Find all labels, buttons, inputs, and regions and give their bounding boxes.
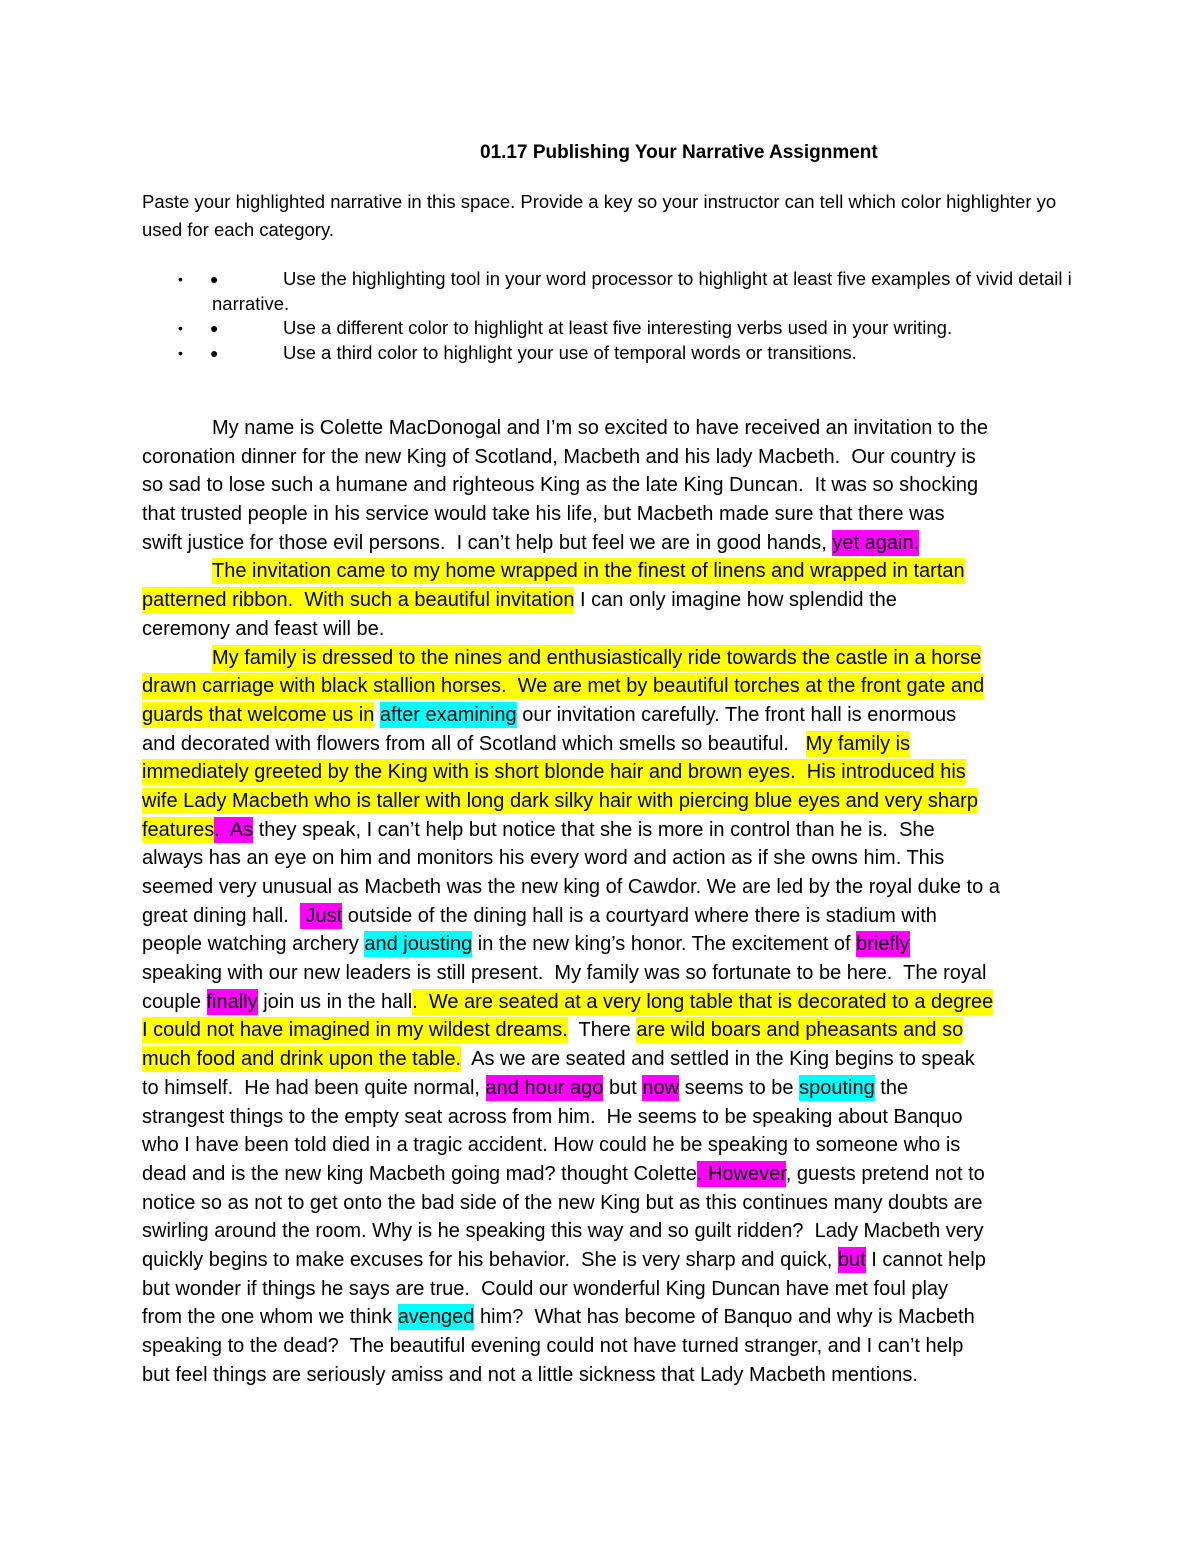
narrative-line bbox=[142, 644, 1142, 673]
narrative-text: ceremony and feast will be. bbox=[142, 617, 385, 640]
bullet-text: Use a third color to highlight your use of temporal words or transitions. bbox=[283, 342, 857, 364]
bullet-text: Use a different color to highlight at least five interesting verbs used in your writing. bbox=[283, 317, 953, 339]
highlight-cyan: and jousting bbox=[364, 933, 473, 956]
highlight-yellow: features bbox=[142, 818, 215, 841]
narrative-text: coronation dinner for the new King of Scotland, Macbeth and his lady Macbeth. Our country is bbox=[142, 445, 976, 468]
narrative-text: in the new king’s honor. The excitement of bbox=[472, 933, 857, 956]
highlight-yellow: much food and drink upon the table. bbox=[142, 1048, 462, 1071]
narrative-line bbox=[142, 844, 1142, 873]
narrative-text: that trusted people in his service would take his life, but Macbeth made sure that there was bbox=[142, 503, 945, 526]
highlight-magenta: now bbox=[642, 1076, 680, 1099]
narrative-text: I can only imagine how splendid the bbox=[574, 589, 897, 612]
highlight-yellow: are wild boars and pheasants and so bbox=[636, 1019, 964, 1042]
narrative-text: but feel things are seriously amiss and not a little sickness that Lady Macbeth mentions. bbox=[142, 1363, 918, 1386]
narrative-text: so sad to lose such a humane and righteous King as the late King Duncan. It was so shocking bbox=[142, 474, 979, 497]
narrative-line bbox=[142, 1303, 1142, 1332]
narrative-line bbox=[142, 1361, 1142, 1390]
narrative-line bbox=[142, 1016, 1142, 1045]
narrative-line bbox=[142, 902, 1142, 931]
narrative-paragraph bbox=[142, 557, 1142, 643]
highlight-yellow: The invitation came to my home wrapped in the finest of linens and wrapped in tartan bbox=[212, 560, 965, 583]
narrative-line bbox=[142, 1045, 1142, 1074]
instructions-line: used for each category. bbox=[142, 219, 334, 240]
narrative-text: but wonder if things he says are true. Could our wonderful King Duncan have met foul play bbox=[142, 1277, 949, 1300]
narrative-line bbox=[142, 1103, 1142, 1132]
instructions-line: Paste your highlighted narrative in this space. Provide a key so your instructor can tell which color highlighter yo bbox=[142, 191, 1057, 212]
narrative-line bbox=[142, 557, 1142, 586]
narrative-text: to himself. He had been quite normal, bbox=[142, 1076, 486, 1099]
narrative-line bbox=[142, 988, 1142, 1017]
narrative-line bbox=[142, 586, 1142, 615]
narrative-text: As we are seated and settled in the King begins to speak bbox=[461, 1048, 975, 1071]
narrative-line bbox=[142, 529, 1142, 558]
narrative-text: notice so as not to get onto the bad side of the new King but as this continues many doubts are bbox=[142, 1191, 983, 1214]
narrative-line bbox=[142, 615, 1142, 644]
narrative-line bbox=[142, 930, 1142, 959]
highlight-magenta: yet again. bbox=[832, 531, 920, 554]
narrative-line bbox=[142, 816, 1142, 845]
highlight-yellow: immediately greeted by the King with is short blonde hair and brown eyes. His introduced his bbox=[142, 761, 966, 784]
highlight-magenta: . However bbox=[696, 1162, 786, 1185]
highlight-magenta: briefly bbox=[856, 933, 910, 956]
narrative-text: our invitation carefully. The front hall is enormous bbox=[516, 703, 957, 726]
narrative-text: seems to be bbox=[679, 1076, 800, 1099]
narrative-line bbox=[142, 959, 1142, 988]
narrative-line bbox=[142, 1332, 1142, 1361]
narrative-text: I cannot help bbox=[865, 1248, 986, 1271]
highlight-yellow: wife Lady Macbeth who is taller with long dark silky hair with piercing blue eyes and very sharp bbox=[142, 789, 978, 812]
narrative-text: strangest things to the empty seat across from him. He seems to be speaking about Banquo bbox=[142, 1105, 963, 1128]
bullet-icon: • bbox=[178, 320, 183, 337]
narrative-line bbox=[142, 873, 1142, 902]
bullet-dot-icon: ● bbox=[210, 271, 219, 287]
narrative-line bbox=[142, 787, 1142, 816]
narrative-line bbox=[142, 1246, 1142, 1275]
bullet-item bbox=[142, 316, 1200, 341]
narrative-line bbox=[142, 1131, 1142, 1160]
bullet-dot-icon: ● bbox=[210, 345, 219, 362]
narrative-text: the bbox=[874, 1076, 909, 1099]
narrative-line bbox=[142, 471, 1142, 500]
highlight-magenta: . As bbox=[214, 818, 254, 841]
narrative-line bbox=[142, 758, 1142, 787]
highlight-yellow: My family is bbox=[805, 732, 911, 755]
highlight-magenta: but bbox=[837, 1248, 866, 1271]
narrative-line bbox=[142, 1217, 1142, 1246]
narrative-text: My name is Colette MacDonogal and I’m so excited to have received an invitation to the bbox=[212, 417, 988, 439]
narrative-text: who I have been told died in a tragic accident. How could he be speaking to someone who is bbox=[142, 1134, 961, 1157]
bullet-text: Use the highlighting tool in your word processor to highlight at least five examples of vivid detail i bbox=[283, 268, 1072, 289]
narrative-text: swift justice for those evil persons. I can’t help but feel we are in good hands, bbox=[142, 531, 833, 554]
bullet-icon: • bbox=[178, 345, 183, 362]
narrative-text: but bbox=[603, 1076, 643, 1099]
bullet-dot-icon: ● bbox=[210, 320, 219, 337]
instruction-bullet-list bbox=[142, 267, 1200, 366]
narrative-text: always has an eye on him and monitors his every word and action as if she owns him. This bbox=[142, 847, 945, 870]
narrative-line bbox=[142, 1189, 1142, 1218]
bullet-item bbox=[142, 267, 1200, 316]
narrative-text: speaking to the dead? The beautiful evening could not have turned stranger, and I can’t help bbox=[142, 1335, 964, 1357]
highlight-magenta: and hour ago bbox=[485, 1076, 604, 1099]
narrative-line bbox=[142, 500, 1142, 529]
bullet-item bbox=[142, 341, 1200, 366]
narrative-text: join us in the hall bbox=[257, 990, 413, 1013]
bullet-icon: • bbox=[178, 271, 183, 287]
narrative-text: speaking with our new leaders is still present. My family was so fortunate to be here. The royal bbox=[142, 962, 987, 985]
highlight-yellow: . We are seated at a very long table that is decorated to a degree bbox=[412, 990, 994, 1013]
narrative-text: swirling around the room. Why is he speaking this way and so guilt ridden? Lady Macbeth very bbox=[142, 1220, 984, 1243]
narrative-paragraph bbox=[142, 414, 1142, 557]
narrative-text: couple bbox=[142, 990, 207, 1013]
highlight-magenta: Just bbox=[299, 904, 343, 927]
narrative-body bbox=[142, 414, 1142, 1389]
narrative-line bbox=[142, 672, 1142, 701]
highlight-yellow: guards that welcome us in bbox=[142, 703, 375, 726]
narrative-text: dead and is the new king Macbeth going mad? thought Colette bbox=[142, 1162, 697, 1185]
narrative-text: people watching archery bbox=[142, 933, 365, 956]
narrative-line bbox=[142, 414, 1142, 443]
assignment-title: 01.17 Publishing Your Narrative Assignment bbox=[480, 142, 878, 163]
narrative-text: , guests pretend not to bbox=[785, 1162, 985, 1185]
narrative-line bbox=[142, 1160, 1142, 1189]
narrative-text: and decorated with flowers from all of Scotland which smells so beautiful. bbox=[142, 732, 806, 755]
highlight-magenta: finally bbox=[206, 990, 258, 1013]
narrative-text: There bbox=[567, 1019, 637, 1042]
narrative-line bbox=[142, 701, 1142, 730]
narrative-line bbox=[142, 1275, 1142, 1304]
narrative-line bbox=[142, 1074, 1142, 1103]
narrative-text: outside of the dining hall is a courtyard where there is stadium with bbox=[342, 904, 937, 927]
highlight-yellow: drawn carriage with black stallion horses. We are met by beautiful torches at the front gate and bbox=[142, 675, 985, 698]
narrative-text: they speak, I can’t help but notice that she is more in control than he is. She bbox=[253, 818, 935, 841]
narrative-text: seemed very unusual as Macbeth was the new king of Cawdor. We are led by the royal duke to a bbox=[142, 876, 1000, 898]
narrative-text: from the one whom we think bbox=[142, 1306, 398, 1329]
narrative-text: quickly begins to make excuses for his behavior. She is very sharp and quick, bbox=[142, 1248, 838, 1271]
narrative-line bbox=[142, 730, 1142, 759]
narrative-text: great dining hall. bbox=[142, 904, 300, 927]
bullet-text: narrative. bbox=[212, 292, 290, 314]
narrative-text: him? What has become of Banquo and why is Macbeth bbox=[474, 1306, 975, 1329]
highlight-yellow: I could not have imagined in my wildest dreams. bbox=[142, 1019, 568, 1042]
highlight-yellow: My family is dressed to the nines and enthusiastically ride towards the castle in a horse bbox=[212, 646, 982, 669]
highlight-yellow: patterned ribbon. With such a beautiful invitation bbox=[142, 589, 575, 612]
narrative-line bbox=[142, 443, 1142, 472]
instructions bbox=[142, 188, 1200, 244]
narrative-paragraph bbox=[142, 644, 1142, 1390]
highlight-cyan: spouting bbox=[799, 1076, 875, 1099]
highlight-cyan: avenged bbox=[397, 1306, 475, 1329]
highlight-cyan: after examining bbox=[379, 703, 517, 726]
